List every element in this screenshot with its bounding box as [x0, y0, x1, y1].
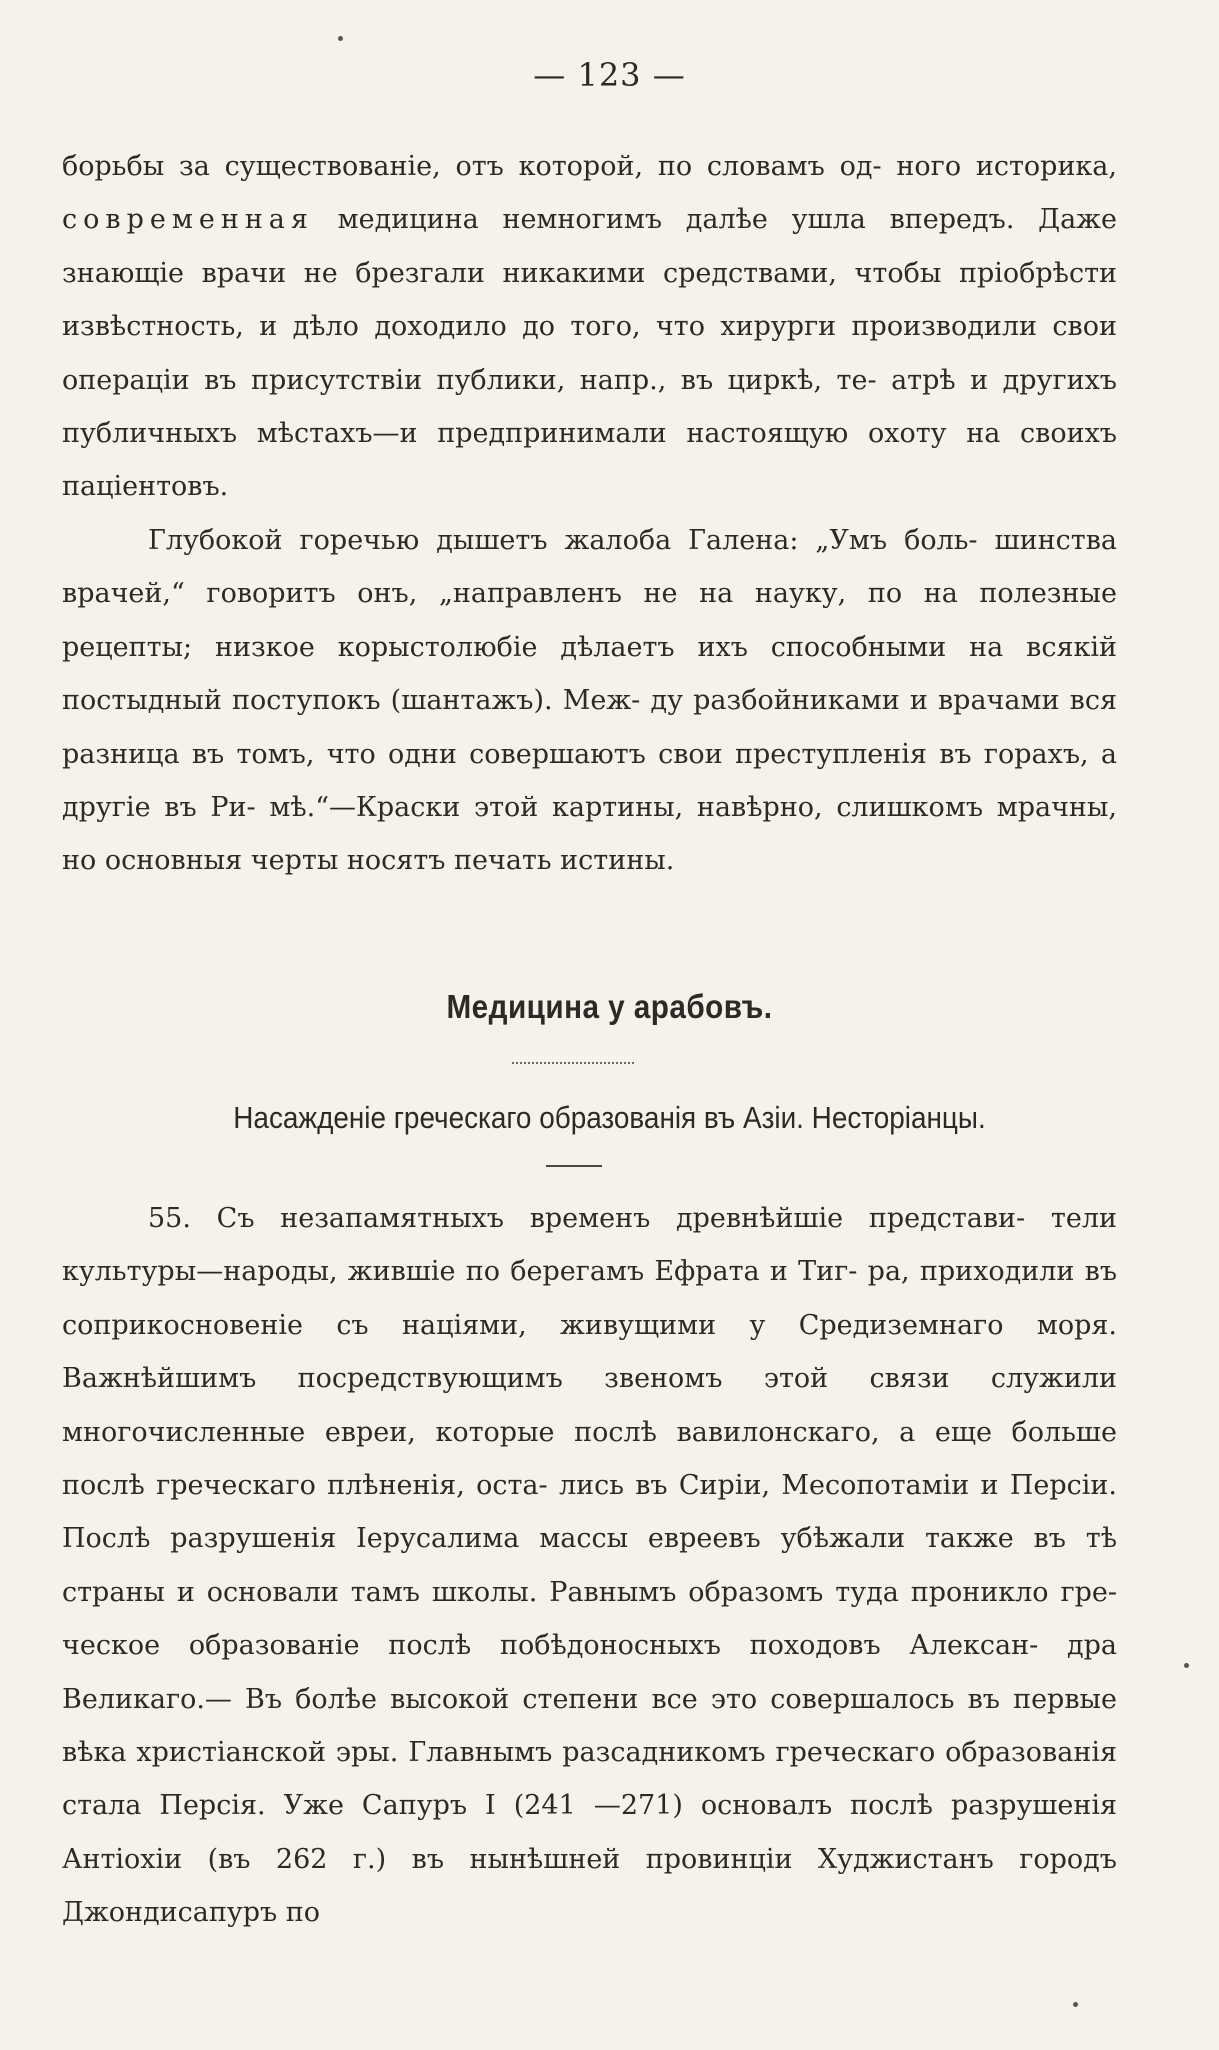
print-speck: [338, 36, 343, 41]
line: греческаго образованія стала Персія. Уже Сапуръ I (241: [62, 1737, 1117, 1822]
line: 55. Съ незапамятныхъ временъ древнѣйшіе представи-: [148, 1203, 1026, 1234]
line: въ первые вѣка христіанской эры. Главнымъ разсадникомъ: [62, 1683, 1117, 1769]
line: настоящую охоту на своихъ паціентовъ.: [62, 418, 1117, 503]
line: дѣло доходило до того, что хирурги производили свои: [292, 311, 1117, 343]
line: Іерусалима массы евреевъ убѣжали также въ тѣ страны и: [62, 1523, 1117, 1608]
section-title: Медицина у арабовъ.: [446, 988, 773, 1025]
print-speck: [1184, 1663, 1189, 1668]
paragraph-55: [62, 1192, 1117, 1940]
line: атрѣ и другихъ публичныхъ мѣстахъ—и предпринимали: [62, 364, 1117, 450]
line: этой связи служили многочисленные евреи, которые послѣ: [62, 1363, 1117, 1448]
line: лись въ Сиріи, Месопотаміи и Персіи. Послѣ разрушенія: [62, 1470, 1117, 1555]
paragraph-text: [62, 514, 1117, 888]
line: мѣ.“—Краски этой картины, навѣрно, слишкомъ мрачны, но: [62, 792, 1117, 877]
line: тели культуры—народы, жившіе по берегамъ Ефрата и Тиг-: [62, 1203, 1117, 1288]
line: способными на всякій постыдный поступокъ (шантажъ). Меж-: [62, 631, 1117, 717]
line: вавилонскаго, а еще больше послѣ греческаго плѣненія, оста-: [62, 1416, 1117, 1502]
line: —271) основалъ послѣ разрушенія Антіохіи (въ 262 г.) въ: [62, 1790, 1117, 1875]
paragraph-2: [62, 514, 1117, 888]
line: борьбы за существованіе, отъ которой, по словамъ од-: [62, 151, 882, 182]
line: ду разбойниками и врачами вся разница въ томъ, что одни: [62, 685, 1117, 770]
line: операціи въ присутствіи публики, напр., въ циркѣ, те-: [62, 364, 877, 396]
line: никакими средствами, чтобы пріобрѣсти извѣстность, и: [62, 257, 1117, 343]
section-subtitle: Насажденіе греческаго образованія въ Азіи. Несторіанцы.: [233, 1100, 986, 1135]
paragraph-text: [62, 1192, 1117, 1940]
line: ческое образованіе послѣ побѣдоносныхъ походовъ Алексан-: [62, 1630, 1039, 1662]
paragraph-text: [62, 140, 1117, 514]
paragraph-1: [62, 140, 1117, 514]
line: ного историка,: [896, 151, 1117, 182]
line: Средиземнаго моря. Важнѣйшимъ посредствующимъ звеномъ: [62, 1309, 1117, 1395]
ornament-divider: [512, 1062, 634, 1064]
line: Глубокой горечью дышетъ жалоба Галена: „Умъ боль-: [148, 525, 978, 556]
short-rule: [546, 1165, 602, 1167]
line: дра Великаго.— Въ болѣе высокой степени все это совершалось: [62, 1630, 1117, 1715]
line: далѣе ушла впередъ. Даже знающіе врачи не брезгали: [62, 204, 1117, 289]
emphasized-word: современная: [62, 204, 314, 236]
line: нынѣшней провинціи Худжистанъ городъ Джондисапуръ по: [62, 1843, 1117, 1929]
line: совершаютъ свои преступленія въ горахъ, а другіе въ Ри-: [62, 738, 1117, 824]
line: основали тамъ школы. Равнымъ образомъ туда проникло гре-: [206, 1576, 1117, 1608]
page-number: — 123 —: [533, 56, 686, 94]
print-speck: [1073, 2002, 1078, 2007]
line: шинства врачей,“ говоритъ онъ, „направленъ не на науку,: [62, 525, 1117, 610]
line: по на полезные рецепты; низкое корыстолюбіе дѣлаетъ ихъ: [62, 578, 1117, 663]
line: медицина немногимъ: [313, 204, 663, 236]
line: основныя черты носятъ печать истины.: [104, 845, 675, 877]
line: ра, приходили въ соприкосновеніе съ націями, живущими у: [62, 1256, 1117, 1341]
